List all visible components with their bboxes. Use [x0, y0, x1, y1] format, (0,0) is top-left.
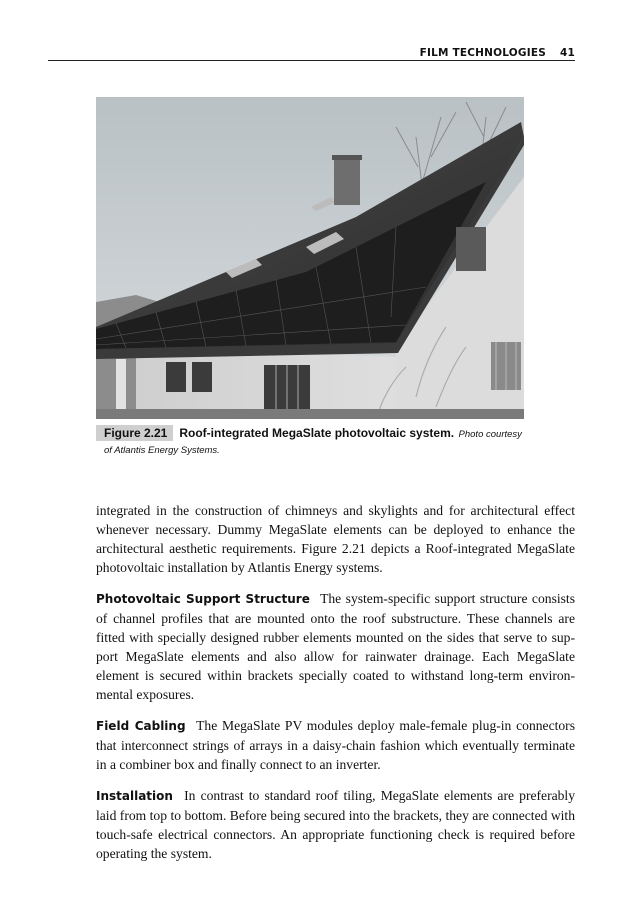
figure-photo: [96, 97, 524, 419]
section-text: The system-specific support structure consists of channel profiles that are mounted onto the roof substructure. These channels are fitted with specially designed rubber elements mounted on the sides that serve to sup-port MegaSlate elements and also allow for rainwater drainage. Each MegaSlate element is secured within brackets specially coated to withstand long-term environ-mental exposures.: [96, 591, 575, 702]
section-paragraph: [96, 786, 575, 863]
page-number: 41: [559, 47, 575, 59]
figure-credit-continued: of Atlantis Energy Systems.: [104, 445, 220, 456]
figure-title: Roof-integrated MegaSlate photovoltaic system.: [179, 426, 455, 440]
section-text: In contrast to standard roof tiling, MegaSlate elements are preferably laid from top to bottom. Before being secured into the brackets, they are connected with touch-safe electrical connectors. An appropriate functioning check is required before operating the system.: [96, 788, 576, 861]
figure-caption: [96, 425, 526, 459]
section-heading: Installation: [96, 789, 173, 803]
header-rule: [48, 60, 575, 61]
figure-credit: Photo courtesy: [458, 429, 522, 440]
section-text: The MegaSlate PV modules deploy male-female plug-in connectors that interconnect strings of arrays in a daisy-chain fashion which eventually terminate in a combiner box and finally connect to an inverter.: [96, 718, 576, 772]
section-paragraph: [96, 716, 575, 774]
section-heading: Photovoltaic Support Structure: [96, 592, 310, 606]
running-title: FILM TECHNOLOGIES: [419, 47, 546, 59]
body-text: [96, 501, 575, 875]
section-paragraph: [96, 589, 575, 704]
running-head: [96, 47, 575, 59]
intro-paragraph: integrated in the construction of chimneys and skylights and for architectural effect whenever necessary. Dummy MegaSlate elements can be deployed to enhance the architectural aesthetic requirements. Figure 2.21 depicts a Roof-integrated MegaSlate photovoltaic installation by Atlantis Energy systems.: [96, 503, 575, 575]
house-photo-illustration: [96, 97, 524, 419]
section-heading: Field Cabling: [96, 719, 186, 733]
figure-label: Figure 2.21: [96, 425, 173, 441]
